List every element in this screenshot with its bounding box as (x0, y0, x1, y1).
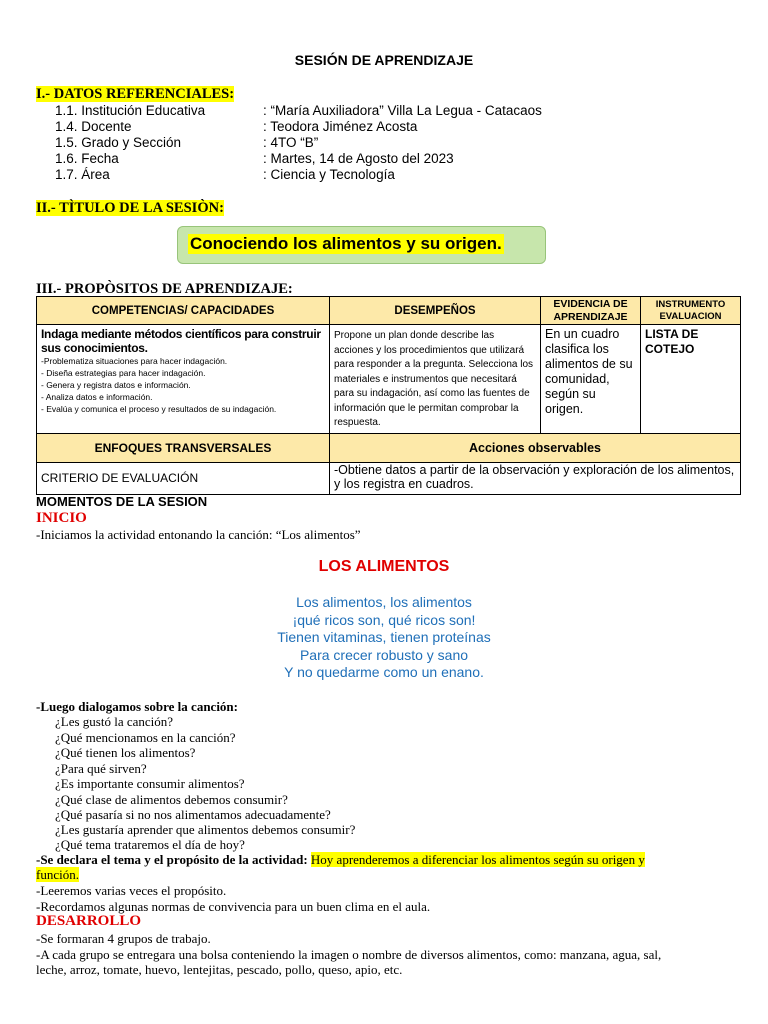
desarrollo-line: leche, arroz, tomate, huevo, lentejitas, pescado, pollo, queso, apio, etc. (36, 962, 403, 977)
capacidad-item: - Evalúa y comunica el proceso y resultados de su indagación. (41, 404, 277, 414)
header-competencias: COMPETENCIAS/ CAPACIDADES (37, 297, 330, 325)
datos-row (0, 119, 768, 135)
header-desempenos: DESEMPEÑOS (330, 297, 541, 325)
datos-value: : 4TO “B” (263, 135, 319, 150)
dialogo-intro: -Luego dialogamos sobre la canción: (36, 699, 238, 714)
inicio-text: -Iniciamos la actividad entonando la canción: “Los alimentos” (36, 527, 361, 542)
question-item: ¿Qué tema trataremos el día de hoy? (55, 837, 245, 852)
page-title: SESIÓN DE APRENDIZAJE (294, 52, 474, 68)
tema-text: Hoy aprenderemos a diferenciar los alimentos según su origen y (310, 852, 645, 867)
datos-label: 1.1. Institución Educativa (55, 103, 206, 118)
datos-row (0, 167, 768, 183)
question-item: ¿Qué mencionamos en la canción? (55, 730, 236, 745)
section-titulo-heading: II.- TÌTULO DE LA SESIÒN: (36, 200, 224, 216)
section-datos-heading: I.- DATOS REFERENCIALES: (36, 86, 235, 102)
capacidad-item: -Problematiza situaciones para hacer indagación. (41, 356, 228, 366)
momentos-heading: MOMENTOS DE LA SESION (36, 494, 208, 509)
question-item: ¿Es importante consumir alimentos? (55, 776, 245, 791)
question-item: ¿Les gustaría aprender que alimentos debemos consumir? (55, 822, 356, 837)
song-line: Y no quedarme como un enano. (284, 664, 484, 681)
competencia-text: Indaga mediante métodos científicos para construir sus conocimientos. (41, 327, 321, 355)
instrumento-cell: LISTA DE COTEJO (641, 325, 741, 434)
datos-label: 1.4. Docente (55, 119, 132, 134)
song-title: LOS ALIMENTOS (318, 558, 450, 575)
question-item: ¿Qué pasaría si no nos alimentamos adecuadamente? (55, 807, 331, 822)
question-item: ¿Qué tienen los alimentos? (55, 745, 196, 760)
after-line: -Recordamos algunas normas de convivencia para un buen clima en el aula. (36, 899, 431, 914)
datos-label: 1.5. Grado y Sección (55, 135, 182, 150)
datos-value: : Martes, 14 de Agosto del 2023 (263, 151, 454, 166)
tema-line (36, 852, 645, 868)
question-item: ¿Qué clase de alimentos debemos consumir? (55, 792, 288, 807)
header-evidencia: EVIDENCIA DE APRENDIZAJE (541, 297, 641, 325)
song-line: ¡qué ricos son, qué ricos son! (292, 611, 476, 628)
desarrollo-line: -Se formaran 4 grupos de trabajo. (36, 931, 211, 946)
propositos-table (36, 296, 741, 495)
tema-text-continued: función. (36, 867, 79, 882)
datos-value: : Ciencia y Tecnología (263, 167, 395, 182)
question-item: ¿Les gustó la canción? (55, 714, 174, 729)
criterio-label: CRITERIO DE EVALUACIÓN (37, 462, 330, 494)
datos-value: : “María Auxiliadora” Villa La Legua - Catacaos (263, 103, 542, 118)
tema-label: -Se declara el tema y el propósito de la actividad: (36, 852, 308, 867)
capacidad-item: - Analiza datos e información. (41, 392, 153, 402)
datos-label: 1.6. Fecha (55, 151, 119, 166)
capacidad-item: - Diseña estrategias para hacer indagación. (41, 368, 206, 378)
song-line: Los alimentos, los alimentos (296, 594, 472, 610)
criterio-text: -Obtiene datos a partir de la observación y exploración de los alimentos, y los registra en cuadros. (330, 462, 741, 494)
header-instrumento: INSTRUMENTO EVALUACION (641, 297, 741, 325)
section-propositos-heading: III.- PROPÒSITOS DE APRENDIZAJE: (36, 281, 293, 297)
desarrollo-line: -A cada grupo se entregara una bolsa conteniendo la imagen o nombre de diversos alimentos, como: manzana, agua, sal, (36, 947, 662, 962)
song-line: Tienen vitaminas, tienen proteínas (277, 629, 491, 646)
datos-row (0, 103, 768, 119)
after-line: -Leeremos varias veces el propósito. (36, 883, 227, 898)
question-item: ¿Para qué sirven? (55, 761, 147, 776)
datos-row (0, 135, 768, 151)
session-title: Conociendo los alimentos y su origen. (190, 234, 502, 253)
inicio-heading: INICIO (36, 510, 87, 526)
datos-label: 1.7. Área (55, 167, 110, 182)
acciones-header: Acciones observables (330, 433, 741, 462)
evidencia-cell: En un cuadro clasifica los alimentos de su comunidad, según su origen. (541, 325, 641, 434)
session-title-box (177, 226, 546, 264)
datos-value: : Teodora Jiménez Acosta (263, 119, 418, 134)
capacidad-item: - Genera y registra datos e información. (41, 380, 191, 390)
desempeno-cell: Propone un plan donde describe las acciones y los procedimientos que utilizará para responder a la pregunta. Selecciona los materiales e instrumentos que necesitará para su indagación, así como las fuentes de información que le permitan comprobar la respuesta. (330, 325, 541, 434)
enfoques-header: ENFOQUES TRANSVERSALES (37, 433, 330, 462)
competencias-cell (37, 325, 330, 434)
song-line: Para crecer robusto y sano (299, 646, 469, 663)
datos-row (0, 151, 768, 167)
desarrollo-heading: DESARROLLO (36, 913, 142, 929)
